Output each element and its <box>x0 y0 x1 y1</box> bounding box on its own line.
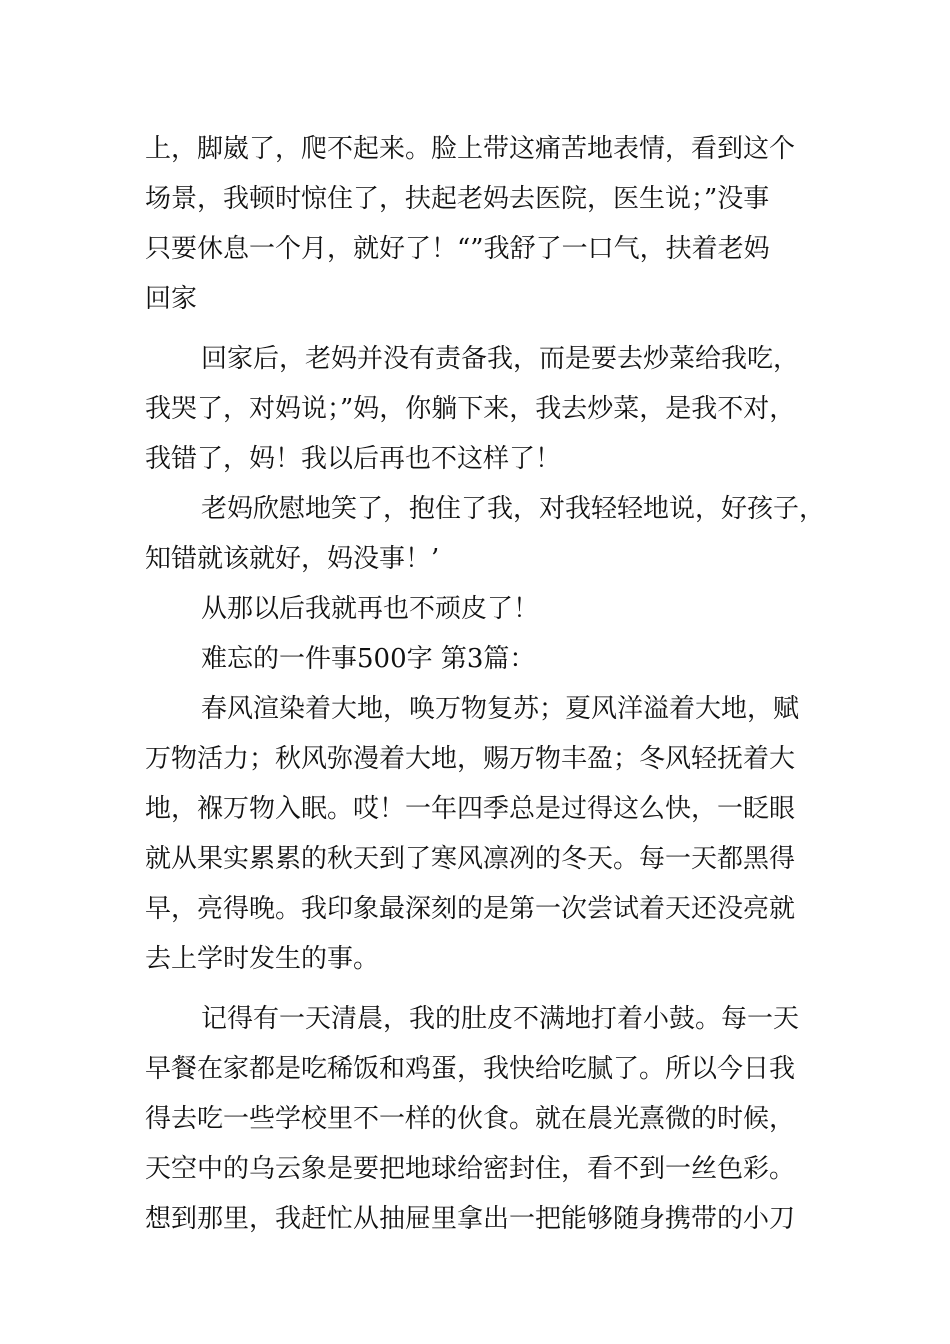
text-line: 想到那里，我赶忙从抽屉里拿出一把能够随身携带的小刀 <box>145 1204 796 1234</box>
text-line: 天空中的乌云象是要把地球给密封住，看不到一丝色彩。 <box>145 1154 796 1184</box>
paragraph-start-line: 回家后，老妈并没有责备我，而是要去炒菜给我吃， <box>201 344 800 374</box>
text-line: 我错了，妈！我以后再也不这样了！ <box>145 444 562 474</box>
text-line: 去上学时发生的事。 <box>145 944 380 974</box>
section-heading: 难忘的一件事500字 第3篇： <box>201 644 536 674</box>
text-line: 得去吃一些学校里不一样的伙食。就在晨光熹微的时候， <box>145 1104 796 1134</box>
text-line: 知错就该就好，妈没事！’ <box>145 544 440 574</box>
paragraph-start-line: 记得有一天清晨，我的肚皮不满地打着小鼓。每一天 <box>201 1004 800 1034</box>
text-line: 我哭了，对妈说；”妈，你躺下来，我去炒菜，是我不对， <box>145 394 796 424</box>
article-body <box>145 124 825 1244</box>
text-line: 只要休息一个月，就好了！“”我舒了一口气，扶着老妈 <box>145 234 770 264</box>
paragraph-start-line: 春风渲染着大地，唤万物复苏；夏风洋溢着大地，赋 <box>201 694 800 724</box>
text-line: 早餐在家都是吃稀饭和鸡蛋，我快给吃腻了。所以今日我 <box>145 1054 796 1084</box>
paragraph-start-line: 老妈欣慰地笑了，抱住了我，对我轻轻地说，好孩子， <box>201 494 826 524</box>
text-line: 回家 <box>145 284 198 314</box>
text-line: 就从果实累累的秋天到了寒风凛冽的冬天。每一天都黑得 <box>145 844 796 874</box>
paragraph-start-line: 从那以后我就再也不顽皮了！ <box>201 594 540 624</box>
text-line: 地，褓万物入眠。哎！一年四季总是过得这么快，一眨眼 <box>145 794 796 824</box>
text-line: 万物活力；秋风弥漫着大地，赐万物丰盈；冬风轻抚着大 <box>145 744 796 774</box>
text-line: 早，亮得晚。我印象最深刻的是第一次尝试着天还没亮就 <box>145 894 796 924</box>
text-line: 场景，我顿时惊住了，扶起老妈去医院，医生说；”没事 <box>145 184 770 214</box>
text-line: 上，脚崴了，爬不起来。脸上带这痛苦地表情，看到这个 <box>145 134 796 164</box>
